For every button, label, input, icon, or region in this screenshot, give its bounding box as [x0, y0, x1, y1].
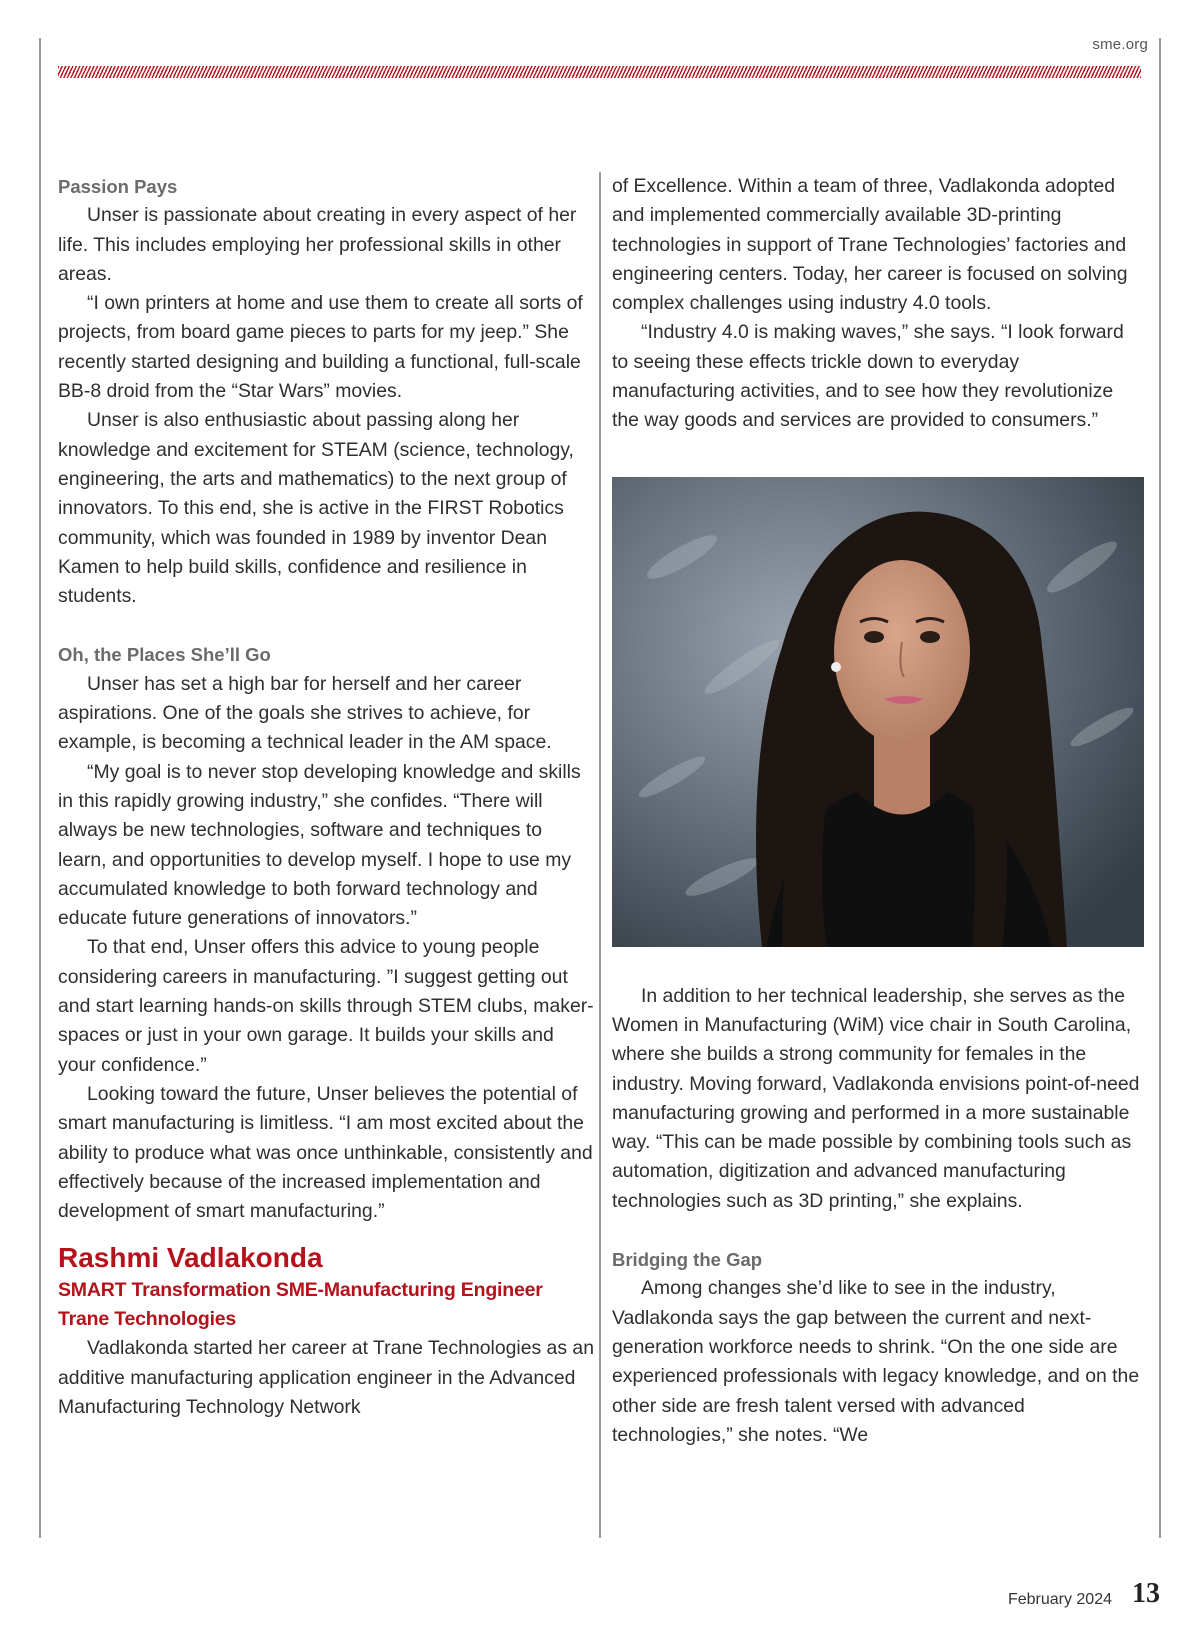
- column-divider: [599, 172, 601, 1538]
- profile-company: Trane Technologies: [58, 1308, 237, 1331]
- page-number: 13: [1132, 1578, 1160, 1609]
- paragraph: Unser is also enthusiastic about passing along her knowledge and excitement for STEAM (science, technology, engineering, the arts and mathematics) to the next group of innovators. To this end, she is active in the FIRST Robotics community, which was founded in 1989 by inventor Dean Kamen to help build skills, confidence and resilience in students.: [58, 409, 574, 608]
- issue-date: February 2024: [1007, 1591, 1112, 1608]
- header-hatch-band: [58, 66, 1141, 78]
- section-heading-places: Oh, the Places She’ll Go: [58, 644, 271, 666]
- section-heading-passion-pays: Passion Pays: [58, 176, 178, 197]
- profile-name: Rashmi Vadlakonda: [58, 1242, 323, 1274]
- portrait-photo: [612, 477, 1144, 947]
- right-margin-rule: [1159, 38, 1161, 1538]
- paragraph: Unser has set a high bar for herself and her career aspirations. One of the goals she strives to achieve, for example, is becoming a technical leader in the AM space.: [58, 672, 552, 754]
- paragraph: In addition to her technical leadership, she serves as the Women in Manufacturing (WiM) vice chair in South Carolina, where she builds a strong community for females in the industry. Moving forward, Vadlakonda envisions point-of-need manufacturing growing and performed in a more sustainable way. “This can be made possible by combining tools such as automation, digitization and advanced manufacturing technologies such as 3D printing,” she explains.: [612, 984, 1140, 1212]
- paragraph: Vadlakonda started her career at Trane Technologies as an additive manufacturing application engineer in the Advanced Manufacturing Technology Network: [58, 1337, 594, 1418]
- paragraph: To that end, Unser offers this advice to young people considering careers in manufacturing. ”I suggest getting out and start learning hands-on skills through STEM clubs, maker-spaces or just in your own garage. It builds your skills and your confidence.”: [58, 936, 594, 1076]
- paragraph: Among changes she’d like to see in the industry, Vadlakonda says the gap between the current and next-generation workforce needs to shrink. “On the one side are experienced professionals with legacy knowledge, and on the other side are fresh talent versed with advanced technologies,” she notes. “We: [612, 1277, 1140, 1446]
- site-url: sme.org: [1092, 36, 1148, 53]
- section-heading-bridging-gap: Bridging the Gap: [612, 1249, 763, 1271]
- paragraph: “Industry 4.0 is making waves,” she says. “I look forward to seeing these effects trickle down to everyday manufacturing activities, and to see how they revolutionize the way goods and services are provided to consumers.”: [612, 321, 1124, 432]
- paragraph: Looking toward the future, Unser believes the potential of smart manufacturing is limitless. “I am most excited about the ability to produce what was once unthinkable, consistently and effectively because of the increased implementation and development of smart manufacturing.”: [58, 1082, 593, 1223]
- left-column: [58, 172, 594, 1422]
- right-column: [612, 172, 1144, 1450]
- paragraph: “I own printers at home and use them to create all sorts of projects, from board game pieces to parts for my jeep.” She recently started designing and building a functional, full-scale BB-8 droid from the “Star Wars” movies.: [58, 292, 583, 403]
- left-margin-rule: [39, 38, 41, 1538]
- portrait-illustration: [612, 477, 1144, 947]
- profile-title: SMART Transformation SME-Manufacturing Engineer: [58, 1279, 543, 1302]
- paragraph: “My goal is to never stop developing knowledge and skills in this rapidly growing industry,” she confides. “There will always be new technologies, software and techniques to learn, and opportunities to develop myself. I hope to use my accumulated knowledge to both forward technology and educate future generations of innovators.”: [58, 760, 581, 930]
- paragraph: Unser is passionate about creating in every aspect of her life. This includes employing her professional skills in other areas.: [58, 204, 577, 285]
- paragraph-continued: of Excellence. Within a team of three, Vadlakonda adopted and implemented commercially available 3D-printing technologies in support of Trane Technologies’ factories and engineering centers. Today, her career is focused on solving complex challenges using industry 4.0 tools.: [612, 175, 1128, 315]
